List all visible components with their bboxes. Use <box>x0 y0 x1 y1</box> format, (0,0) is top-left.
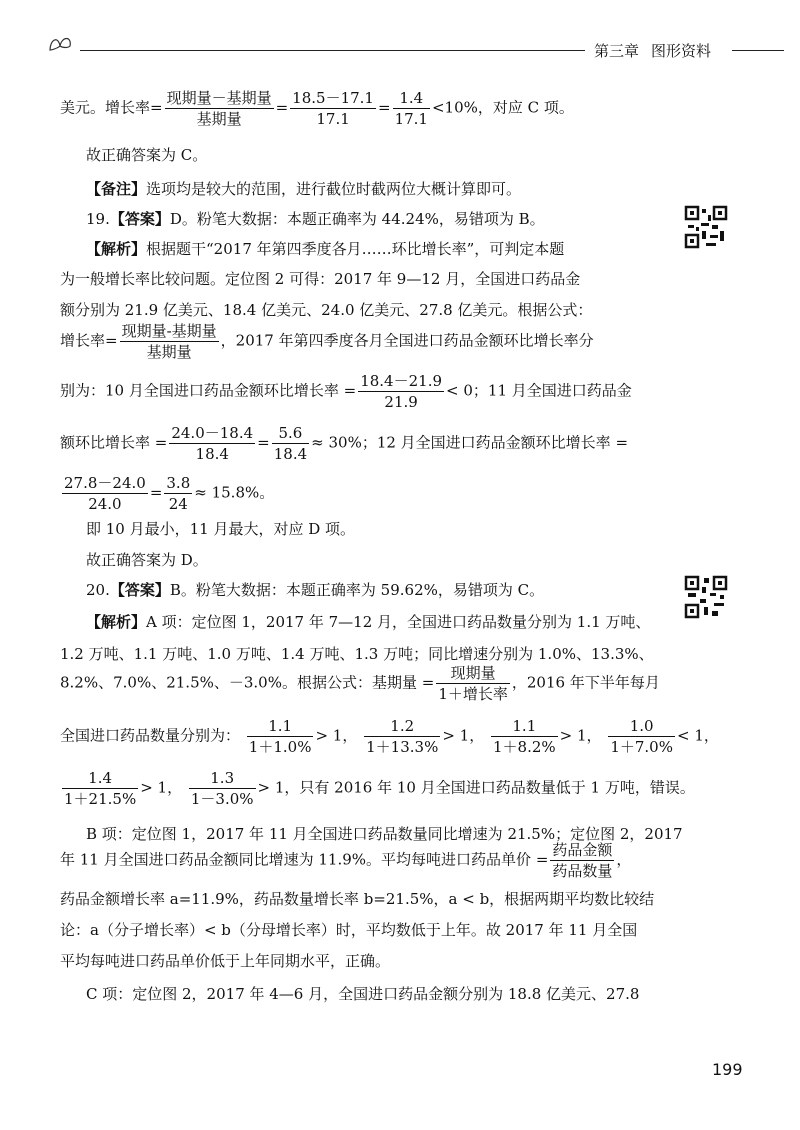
fraction: $\frac{1.0}{1+7.0\%}$ <box>610 717 673 756</box>
qr-code-icon <box>684 575 728 619</box>
fraction: $\frac{27.8-24.0}{24.0}$ <box>64 474 146 513</box>
fraction: $\frac{18.5-17.1}{17.1}$ <box>292 89 374 128</box>
text-line: 8.2%、7.0%、21.5%、－3.0%。根据公式：基期量 = $\frac{\text{现期量}}{\text{1＋增长率}}$ ，2016 年下半年每月 <box>60 664 660 703</box>
fraction: $\frac{18.4-21.9}{21.9}$ <box>360 372 443 411</box>
fraction: $\frac{\text{药品金额}}{\text{药品数量}}$ <box>552 841 613 880</box>
fraction: $\frac{3.8}{24}$ <box>166 474 191 513</box>
header-rule-left <box>80 50 585 51</box>
fraction: $\frac{\text{现期量-基期量}}{\text{基期量}}$ <box>121 322 217 361</box>
text-line: 为一般增长率比较问题。定位图 2 可得：2017 年 9—12 月，全国进口药品金 <box>60 270 581 288</box>
fraction: $\frac{1.1}{1+8.2\%}$ <box>493 717 556 756</box>
text-line: 别为：10 月全国进口药品金额环比增长率 = $\frac{18.4-21.9}{21.9}$ < 0；11 月全国进口药品金 <box>60 372 632 411</box>
text-line: $\frac{27.8-24.0}{24.0}$ = $\frac{3.8}{24}$ ≈ 15.8%。 <box>64 474 275 513</box>
fraction: $\frac{1.3}{1-3.0\%}$ <box>190 769 254 808</box>
text-line: 全国进口药品数量分别为： $\frac{1.1}{1+1.0\%}$ > 1， $\frac{1.2}{1+13.3\%}$ > 1， $\frac{1.1}{1+8.2\%}$ > 1， $\frac{1.0}{1+7.0\%}$ < 1， <box>60 717 719 756</box>
chapter-label: 第三章 <box>594 42 640 60</box>
running-header <box>594 40 723 61</box>
text-line: 美元。增长率= $\frac{\text{现期量－基期量}}{\text{基期量}}$ = $\frac{18.5-17.1}{17.1}$ = $\frac{1.4}{17.1}$ <10%，对应 C 项。 <box>60 89 574 128</box>
text-line: 增长率= $\frac{\text{现期量-基期量}}{\text{基期量}}$ ，2017 年第四季度各月全国进口药品金额环比增长率分 <box>60 322 594 361</box>
text-line: 额环比增长率 = $\frac{24.0-18.4}{18.4}$ = $\frac{5.6}{18.4}$ ≈ 30%；12 月全国进口药品金额环比增长率 = <box>60 424 629 463</box>
qr-code-icon <box>684 205 728 249</box>
text-line: 1.2 万吨、1.1 万吨、1.0 万吨、1.4 万吨、1.3 万吨；同比增速分别为 1.0%、13.3%、 <box>60 645 654 663</box>
fraction: $\frac{5.6}{18.4}$ <box>273 424 308 463</box>
fraction: $\frac{\text{现期量－基期量}}{\text{基期量}}$ <box>166 89 272 128</box>
text-line: 药品金额增长率 a=11.9%，药品数量增长率 b=21.5%，a < b，根据两期平均数比较结 <box>60 890 655 908</box>
text-line: $\frac{1.4}{1+21.5\%}$ > 1， $\frac{1.3}{1-3.0\%}$ > 1，只有 2016 年 10 月全国进口药品数量低于 1 万吨，错误。 <box>64 769 695 808</box>
text-line: 即 10 月最小，11 月最大，对应 D 项。 <box>86 520 356 538</box>
text-line: 额分别为 21.9 亿美元、18.4 亿美元、24.0 亿美元、27.8 亿美元。根据公式： <box>60 301 593 319</box>
leaf-icon <box>46 32 76 54</box>
text-line: 故正确答案为 D。 <box>86 551 208 569</box>
fraction: $\frac{1.2}{1+13.3\%}$ <box>366 717 439 756</box>
text-line: B 项：定位图 1，2017 年 11 月全国进口药品数量同比增速为 21.5%；定位图 2，2017 <box>86 825 683 843</box>
text-line: 【解析】根据题干“2017 年第四季度各月……环比增长率”，可判定本题 <box>86 240 565 258</box>
text-line: C 项：定位图 2，2017 年 4—6 月，全国进口药品金额分别为 18.8 亿美元、27.8 <box>86 985 640 1003</box>
fraction: $\frac{1.4}{17.1}$ <box>394 89 428 128</box>
fraction: $\frac{1.4}{1+21.5\%}$ <box>64 769 137 808</box>
text-line: 平均每吨进口药品单价低于上年同期水平，正确。 <box>60 952 391 970</box>
text-line: 论：a（分子增长率）< b（分母增长率）时，平均数低于上年。故 2017 年 11 月全国 <box>60 921 638 939</box>
text-line: 年 11 月全国进口药品金额同比增速为 11.9%。平均每吨进口药品单价 = $\frac{\text{药品金额}}{\text{药品数量}}$ ， <box>60 841 632 880</box>
page-number: 199 <box>712 1060 743 1079</box>
fraction: $\frac{\text{现期量}}{\text{1＋增长率}}$ <box>438 664 508 703</box>
header-rule-right <box>732 50 784 51</box>
answer-19: 19.【答案】D。粉笔大数据：本题正确率为 44.24%，易错项为 B。 <box>86 210 545 228</box>
note-line: 【备注】选项均是较大的范围，进行截位时截两位大概计算即可。 <box>86 180 522 198</box>
fraction: $\frac{24.0-18.4}{18.4}$ <box>171 424 254 463</box>
section-label: 图形资料 <box>651 42 712 60</box>
answer-20: 20.【答案】B。粉笔大数据：本题正确率为 59.62%，易错项为 C。 <box>86 581 545 599</box>
fraction: $\frac{1.1}{1+1.0\%}$ <box>248 717 312 756</box>
text-line: 故正确答案为 C。 <box>86 146 208 164</box>
text-line: 【解析】A 项：定位图 1，2017 年 7—12 月，全国进口药品数量分别为 1.1 万吨、 <box>86 613 651 631</box>
